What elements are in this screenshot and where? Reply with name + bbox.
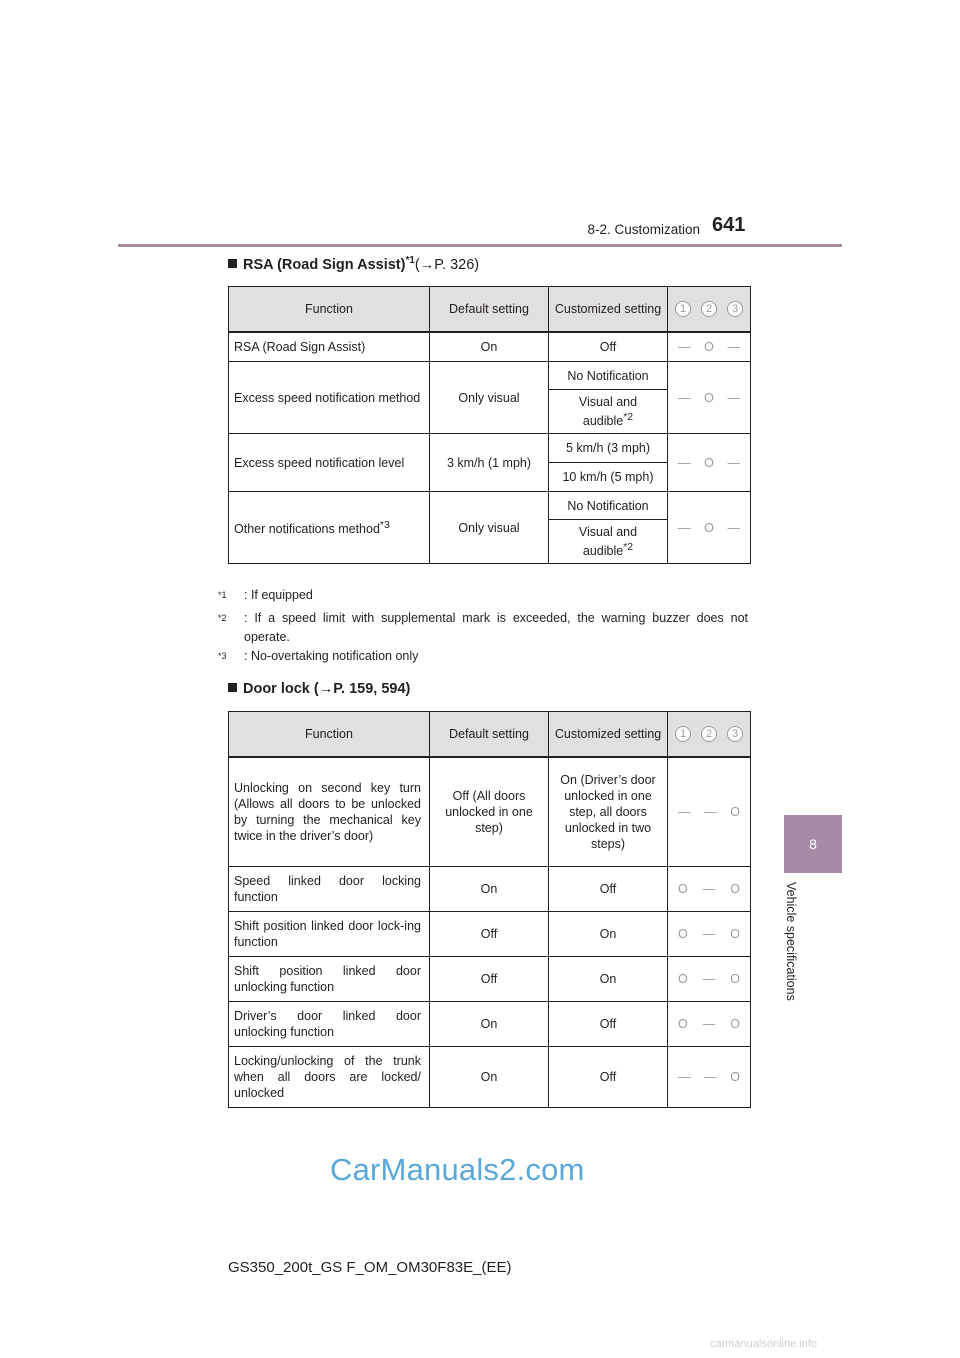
level-2-value: O	[704, 455, 714, 470]
level-3-value: —	[727, 520, 740, 535]
function-cell: Locking/unlocking of the trunk when all doors are locked/ unlocked	[229, 1047, 430, 1108]
section-title: 8-2. Customization	[587, 222, 700, 237]
function-cell: Shift position linked door lock-ing function	[229, 912, 430, 957]
bottom-watermark: carmanualsonline.info	[710, 1338, 818, 1350]
level-1-icon: 1	[675, 301, 691, 317]
level-1-value: O	[678, 1017, 688, 1031]
col-function: Function	[229, 287, 430, 332]
default-cell: Off	[430, 957, 549, 1002]
table-row	[229, 362, 751, 390]
levels-cell	[668, 912, 751, 957]
footnote-3	[218, 647, 748, 670]
custom-cell: Off	[549, 332, 668, 362]
level-3-value: —	[727, 339, 740, 354]
function-cell: Speed linked door locking function	[229, 867, 430, 912]
col-function: Function	[229, 712, 430, 757]
col-default: Default setting	[430, 287, 549, 332]
level-2-icon: 2	[701, 726, 717, 742]
chapter-tab[interactable]: 8	[784, 815, 842, 873]
rsa-heading	[228, 255, 479, 273]
level-2-value: O	[704, 339, 714, 354]
level-2-value: —	[702, 1017, 716, 1031]
square-bullet-icon	[228, 259, 237, 268]
level-1-value: —	[678, 1070, 691, 1084]
rsa-heading-ref: (→P. 326)	[414, 256, 480, 273]
footnotes	[218, 586, 748, 670]
custom-value: Visual and audible	[578, 524, 638, 559]
level-3-value: O	[730, 1017, 740, 1031]
document-id: GS350_200t_GS F_OM_OM30F83E_(EE)	[228, 1259, 512, 1276]
col-customized: Customized setting	[549, 712, 668, 757]
custom-cell: No Notification	[549, 492, 668, 520]
level-3-value: O	[730, 882, 740, 896]
col-default: Default setting	[430, 712, 549, 757]
level-2-value: —	[704, 804, 717, 819]
level-2-value: —	[704, 1070, 717, 1084]
level-2-value: —	[702, 882, 716, 896]
custom-cell: On	[549, 957, 668, 1002]
function-cell	[229, 492, 430, 564]
footnote-mark: *2	[218, 613, 227, 624]
custom-cell	[549, 390, 668, 434]
chapter-label-text: Vehicle specifications	[784, 882, 798, 1001]
default-cell: On	[430, 1002, 549, 1047]
custom-cell: 10 km/h (5 mph)	[549, 463, 668, 492]
level-2-icon: 2	[701, 301, 717, 317]
function-cell: RSA (Road Sign Assist)	[229, 332, 430, 362]
col-levels	[668, 287, 751, 332]
function-value: Other notifications method	[234, 522, 380, 537]
default-cell: Only visual	[430, 362, 549, 434]
col-levels	[668, 712, 751, 757]
levels-cell	[668, 492, 751, 564]
square-bullet-icon	[228, 683, 237, 692]
level-3-value: O	[730, 972, 740, 986]
function-cell: Unlocking on second key turn (Allows all doors to be unlocked by turning the mechanical key twice in the driver’s door)	[229, 757, 430, 867]
level-1-value: O	[678, 972, 688, 986]
page-number: 641	[712, 214, 746, 236]
door-lock-table	[228, 711, 751, 1108]
chapter-label	[780, 882, 804, 1032]
table-row	[229, 957, 751, 1002]
default-cell: On	[430, 867, 549, 912]
watermark-logo: CarManuals2.com	[330, 1152, 585, 1187]
custom-cell: On (Driver’s door unlocked in one step, all doors unlocked in two steps)	[549, 757, 668, 867]
level-1-value: —	[678, 339, 691, 354]
level-1-value: —	[678, 390, 691, 405]
table-row	[229, 867, 751, 912]
footnote-text: : If equipped	[244, 588, 313, 602]
custom-cell: On	[549, 912, 668, 957]
default-cell: On	[430, 1047, 549, 1108]
function-cell: Driver’s door linked door unlocking function	[229, 1002, 430, 1047]
footnote-text: : If a speed limit with supplemental mark is exceeded, the warning buzzer does not operate.	[244, 611, 748, 645]
level-1-value: —	[678, 520, 691, 535]
level-1-value: —	[678, 455, 691, 470]
function-cell: Excess speed notification level	[229, 434, 430, 492]
table-row	[229, 492, 751, 520]
levels-cell	[668, 957, 751, 1002]
level-3-icon: 3	[727, 726, 743, 742]
footnote-ref: *3	[379, 519, 390, 531]
custom-cell: Off	[549, 1047, 668, 1108]
levels-cell	[668, 434, 751, 492]
level-2-value: O	[704, 520, 714, 535]
header-divider	[118, 244, 842, 247]
custom-cell: Off	[549, 1002, 668, 1047]
table-row	[229, 1002, 751, 1047]
levels-cell	[668, 867, 751, 912]
custom-cell: 5 km/h (3 mph)	[549, 434, 668, 463]
level-1-icon: 1	[675, 726, 691, 742]
levels-cell	[668, 1047, 751, 1108]
table-row	[229, 434, 751, 463]
door-heading-ref: (→P. 159, 594)	[313, 681, 411, 697]
footnote-mark: *1	[218, 590, 227, 600]
level-3-value: O	[730, 804, 740, 819]
footnote-mark: *3	[218, 651, 227, 662]
footnote-text: : No-overtaking notification only	[244, 649, 419, 664]
rsa-heading-footnote: *1	[405, 255, 415, 266]
level-3-value: —	[727, 390, 740, 405]
footnote-ref: *2	[623, 541, 634, 553]
door-lock-heading	[228, 681, 410, 697]
default-cell: Only visual	[430, 492, 549, 564]
table-row	[229, 1047, 751, 1108]
level-1-value: O	[678, 882, 688, 896]
table-row	[229, 912, 751, 957]
custom-cell: No Notification	[549, 362, 668, 390]
levels-cell	[668, 362, 751, 434]
custom-value: Visual and audible	[578, 394, 638, 429]
default-cell: 3 km/h (1 mph)	[430, 434, 549, 492]
function-cell: Excess speed notification method	[229, 362, 430, 434]
level-1-value: O	[678, 927, 688, 941]
function-cell: Shift position linked door unlocking function	[229, 957, 430, 1002]
rsa-heading-text: RSA (Road Sign Assist)	[243, 256, 406, 273]
default-cell: Off	[430, 912, 549, 957]
level-3-value: O	[730, 927, 740, 941]
level-2-value: —	[702, 927, 716, 941]
level-2-value: —	[702, 972, 716, 986]
levels-cell	[668, 757, 751, 867]
level-3-icon: 3	[727, 301, 743, 317]
level-2-value: O	[704, 390, 714, 405]
custom-cell: Off	[549, 867, 668, 912]
table-row	[229, 332, 751, 362]
door-heading-text: Door lock	[243, 681, 310, 697]
rsa-table	[228, 286, 751, 564]
level-3-value: O	[730, 1070, 740, 1084]
levels-cell	[668, 1002, 751, 1047]
footnote-ref: *2	[623, 411, 634, 423]
footnote-2	[218, 609, 748, 647]
level-3-value: —	[727, 455, 740, 470]
levels-cell	[668, 332, 751, 362]
footnote-1	[218, 586, 748, 609]
level-1-value: —	[678, 804, 691, 819]
default-cell: On	[430, 332, 549, 362]
custom-cell	[549, 520, 668, 564]
default-cell: Off (All doors unlocked in one step)	[430, 757, 549, 867]
table-row	[229, 757, 751, 867]
col-customized: Customized setting	[549, 287, 668, 332]
